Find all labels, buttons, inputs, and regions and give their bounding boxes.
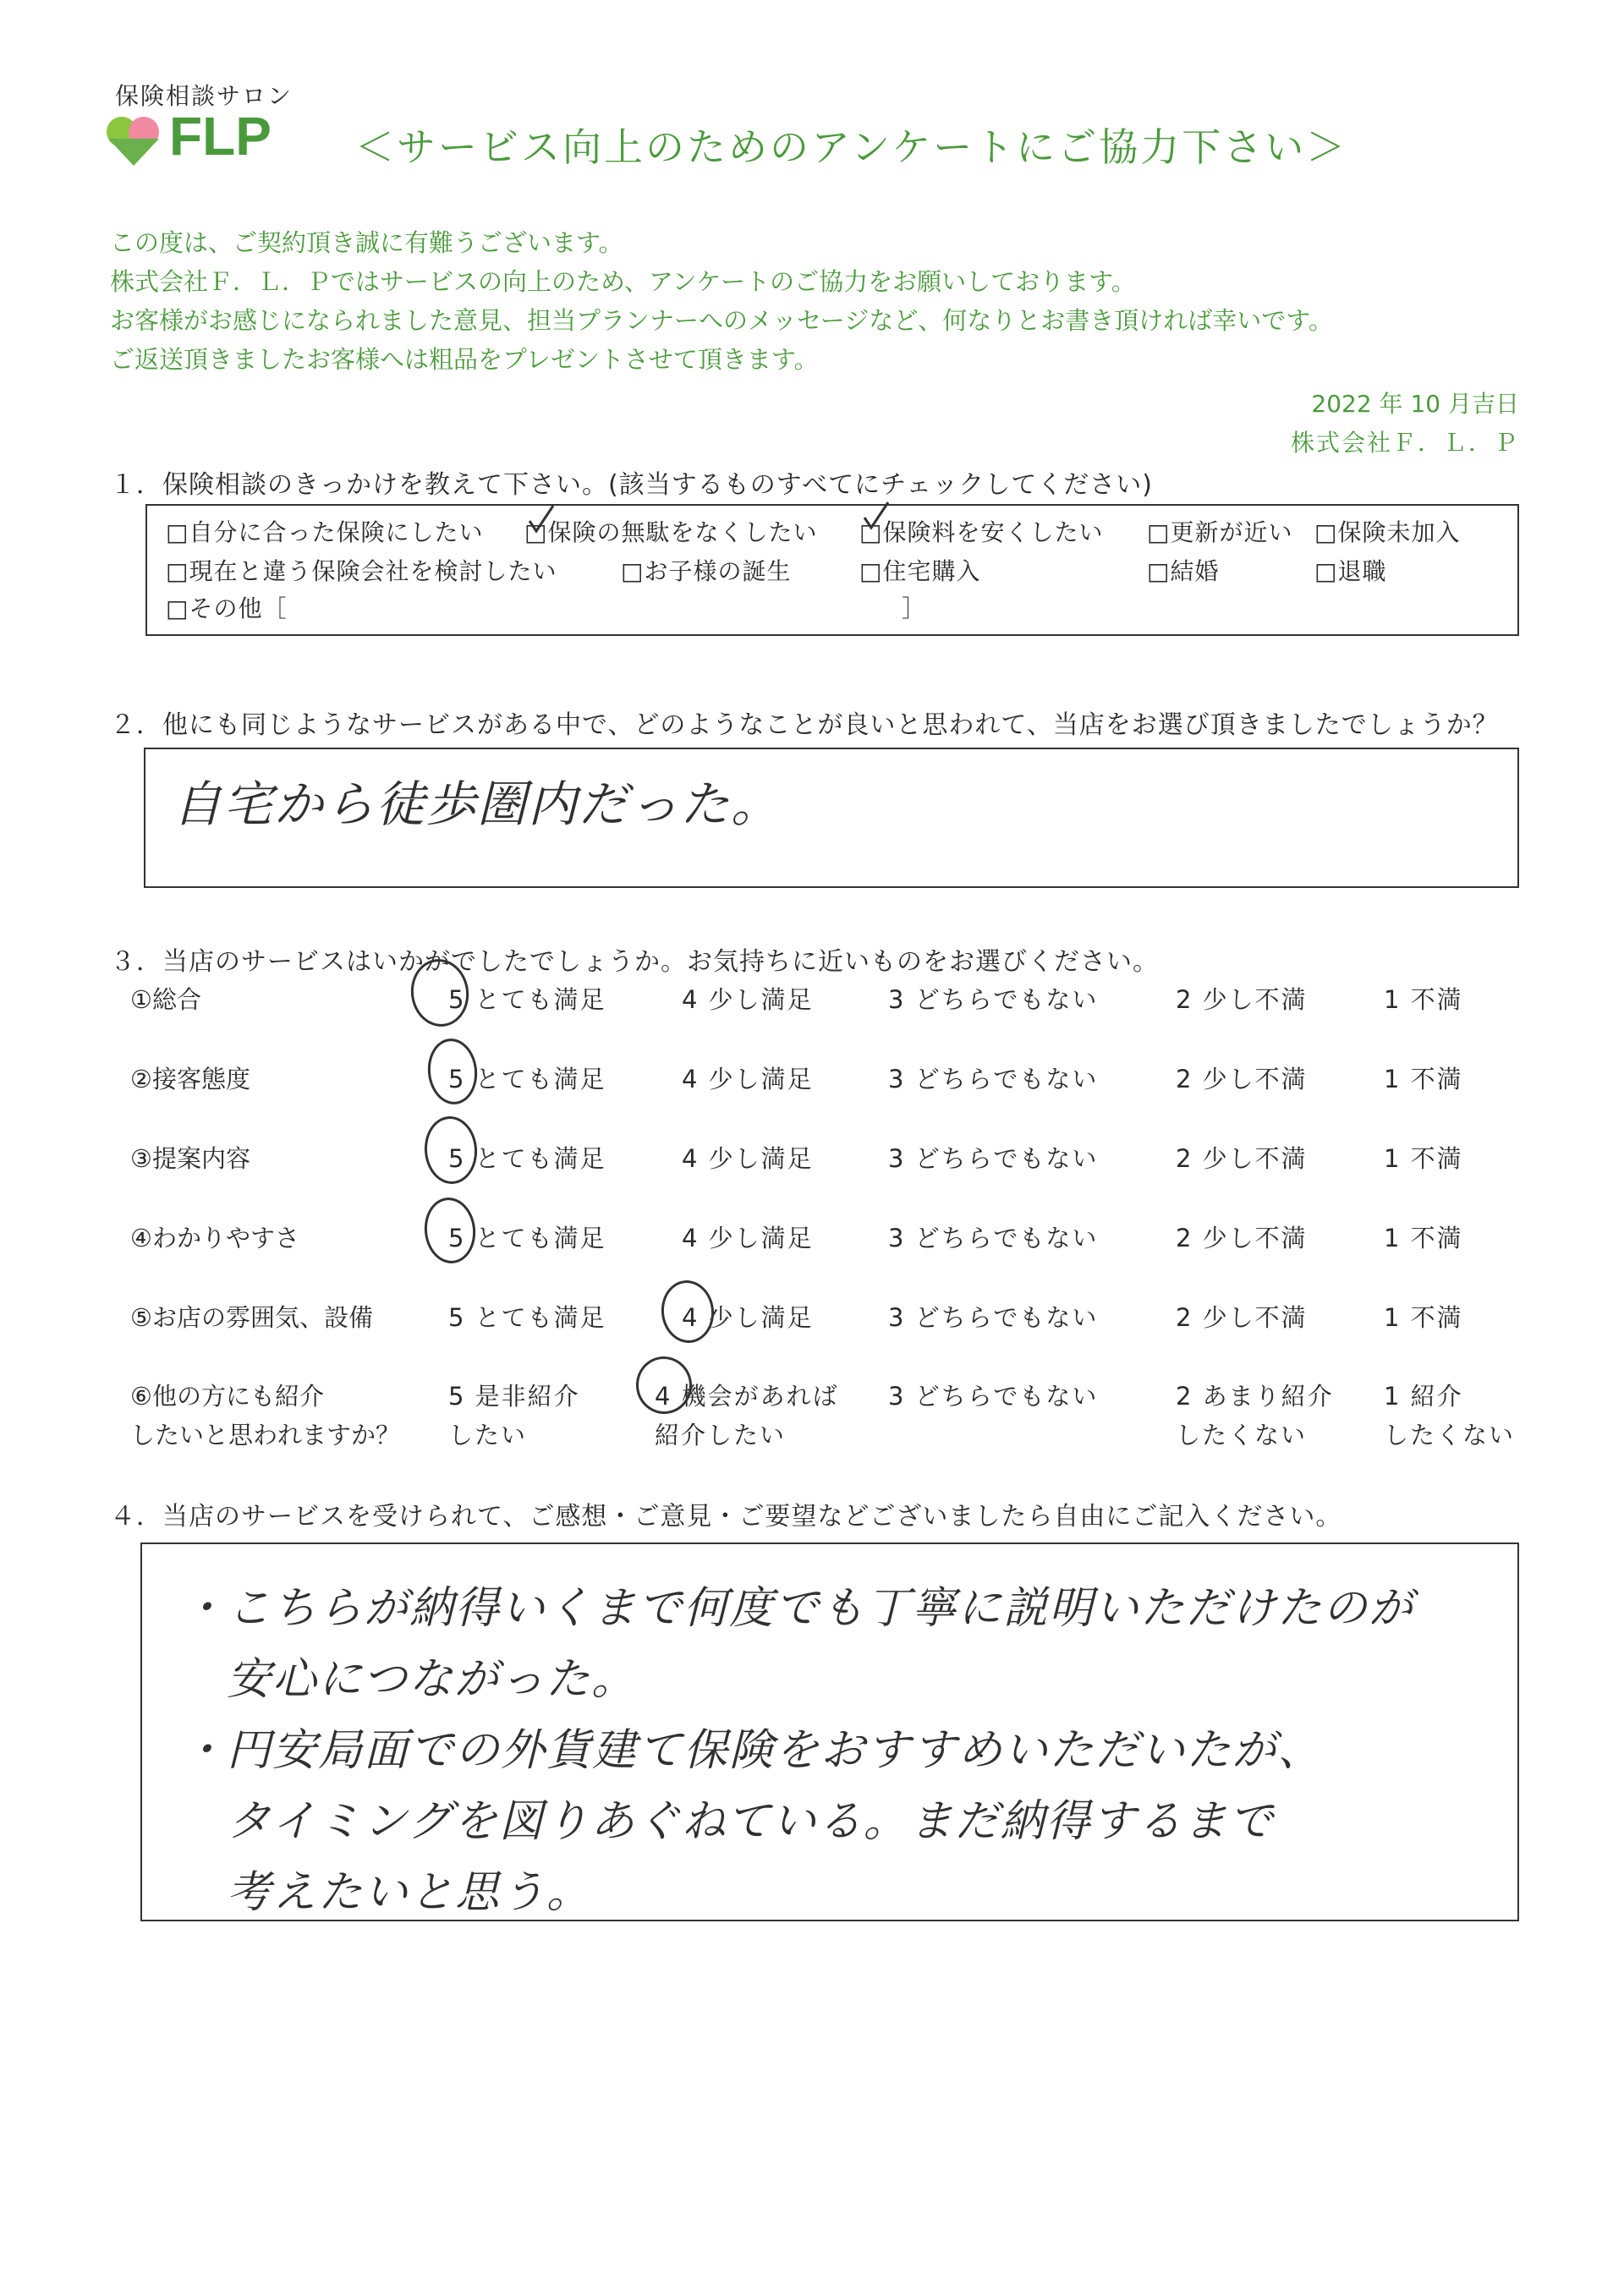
rating-row-label: ③提案内容 [130,1144,250,1173]
rating-option-5[interactable]: 5 とても満足 [448,1303,606,1332]
checkbox-uninsured[interactable]: □保険未加入 [1314,518,1461,546]
rating-option-line: 紹介したい [655,1421,787,1449]
checkbox-other[interactable]: □その他［ [166,595,288,622]
selection-circle-icon [425,1036,480,1107]
rating-row-label-line: したいと思われますか？ [130,1421,401,1449]
rating-option-5[interactable]: 5 とても満足 [448,1224,606,1252]
rating-option-2[interactable]: 2 少し不満 [1176,1224,1308,1252]
rating-option-3[interactable]: 3 どちらでもない [888,1303,1099,1332]
check-mark-icon [524,502,558,540]
rating-option-3[interactable]: 3 どちらでもない [888,1224,1099,1252]
rating-option-line: 4 機会があれば [655,1382,839,1411]
rating-option-line: 3 どちらでもない [888,1382,1099,1411]
rating-row-label: ⑤お店の雰囲気、設備 [130,1303,373,1332]
rating-option-line: 1 紹介 [1384,1382,1463,1411]
checkbox-retirement[interactable]: □退職 [1314,557,1387,585]
rating-option-5[interactable]: 5 とても満足 [448,1065,606,1093]
q2-question: ２．他にも同じようなサービスがある中で、どのようなことが良いと思われて、当店をお選び頂きましたでしょうか？ [110,710,1499,740]
answer-line: 安心につながった。 [181,1654,637,1705]
intro-line: ご返送頂きましたお客様へは粗品をプレゼントさせて頂きます。 [110,345,819,374]
rating-option-line: したい [448,1421,528,1449]
rating-option-3[interactable] [888,1377,1098,1416]
rating-option-line: 5 是非紹介 [448,1382,580,1411]
checkbox-renewal[interactable]: □更新が近い [1147,518,1293,546]
checkbox-own-insurance[interactable]: □自分に合った保険にしたい [166,518,484,546]
answer-line: 考えたいと思う。 [181,1867,593,1918]
rating-option-3[interactable]: 3 どちらでもない [888,1065,1099,1093]
selection-circle-icon [422,1115,479,1186]
logo-heart-icon [100,113,167,167]
rating-option-2[interactable]: 2 少し不満 [1176,985,1308,1014]
q4-question: ４．当店のサービスを受けられて、ご感想・ご意見・ご要望などございましたら自由にご記入ください。 [110,1502,1342,1532]
checkbox-lower-premium[interactable]: □保険料を安くしたい [859,518,1104,546]
logo-text: FLP [169,106,272,167]
checkbox-marriage[interactable]: □結婚 [1147,557,1220,585]
q3-question: ３．当店のサービスはいかがでしたでしょうか。お気持ちに近いものをお選びください。 [110,947,1159,977]
rating-option-line: したくない [1176,1421,1308,1449]
rating-option-4[interactable]: 4 少し満足 [682,1224,814,1252]
q2-handwritten-answer: 自宅から徒歩圏内だった。 [173,775,782,833]
q4-handwritten-answer [181,1573,1414,1928]
checkbox-reduce-waste[interactable]: □保険の無駄をなくしたい [524,518,818,546]
answer-line: ・こちらが納得いくまで何度でも丁寧に説明いただけたのが [181,1583,1415,1634]
rating-option-3[interactable]: 3 どちらでもない [888,1144,1099,1173]
rating-row-label: ④わかりやすさ [130,1224,299,1252]
selection-circle-icon [658,1278,716,1345]
rating-option-5[interactable] [448,1377,580,1455]
checkbox-other-company[interactable]: □現在と違う保険会社を検討したい [166,557,557,585]
rating-option-1[interactable]: 1 不満 [1384,1144,1463,1173]
page-title: ＜サービス向上のためのアンケートにご協力下さい＞ [355,124,1348,170]
intro-line: この度は、ご契約頂き誠に有難うございます。 [110,228,623,257]
company-name: 株式会社Ｆ．Ｌ．Ｐ [1290,429,1519,457]
rating-option-2[interactable] [1176,1377,1334,1455]
rating-option-4[interactable]: 4 少し満足 [682,985,814,1014]
rating-option-1[interactable] [1384,1377,1515,1455]
intro-text [110,223,1333,379]
rating-option-line: したくない [1384,1421,1516,1449]
rating-option-1[interactable]: 1 不満 [1384,985,1463,1014]
rating-option-5[interactable]: 5 とても満足 [448,985,606,1014]
check-mark-icon [859,499,893,536]
rating-option-3[interactable]: 3 どちらでもない [888,985,1099,1014]
intro-line: お客様がお感じになられました意見、担当プランナーへのメッセージなど、何なりとお書き頂ければ幸いです。 [110,306,1333,335]
rating-option-5[interactable]: 5 とても満足 [448,1144,606,1173]
salon-name: 保険相談サロン [115,82,294,110]
rating-option-1[interactable]: 1 不満 [1384,1303,1463,1332]
issue-date: 2022 年 10 月吉日 [1311,390,1519,418]
rating-option-4[interactable]: 4 少し満足 [682,1303,814,1332]
answer-line: タイミングを図りあぐねている。まだ納得するまで [181,1796,1275,1847]
rating-row-label: ①総合 [130,985,201,1014]
checkbox-child-birth[interactable]: □お子様の誕生 [621,557,792,585]
rating-option-2[interactable]: 2 少し不満 [1176,1303,1308,1332]
other-close-bracket: ］ [902,595,927,622]
q1-question: １．保険相談のきっかけを教えて下さい。(該当するものすべてにチェックしてください) [110,470,1153,500]
rating-option-1[interactable]: 1 不満 [1384,1065,1463,1093]
rating-row-label [130,1377,400,1455]
rating-option-2[interactable]: 2 少し不満 [1176,1144,1308,1173]
rating-row-label-line: ⑥他の方にも紹介 [130,1382,324,1411]
rating-row-label: ②接客態度 [130,1065,250,1093]
intro-line: 株式会社Ｆ．Ｌ．Ｐではサービスの向上のため、アンケートのご協力をお願いしております。 [110,267,1136,296]
selection-circle-icon [421,1195,479,1266]
answer-line: ・円安局面での外貨建て保険をおすすめいただいたが、 [181,1725,1324,1776]
rating-option-1[interactable]: 1 不満 [1384,1224,1463,1252]
rating-option-line: 2 あまり紹介 [1176,1382,1334,1411]
checkbox-home-purchase[interactable]: □住宅購入 [859,557,981,585]
rating-option-2[interactable]: 2 少し不満 [1176,1065,1308,1093]
rating-option-4[interactable]: 4 少し満足 [682,1144,814,1173]
rating-option-4[interactable]: 4 少し満足 [682,1065,814,1093]
